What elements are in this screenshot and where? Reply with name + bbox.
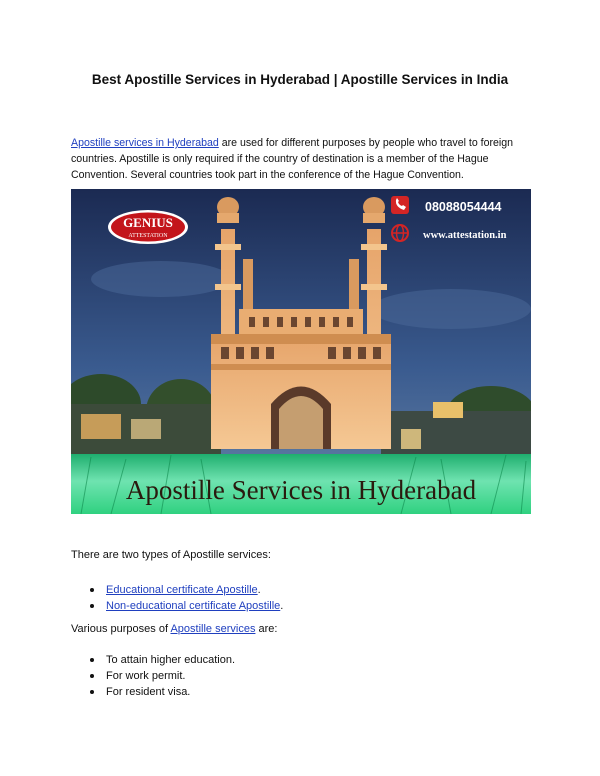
purposes-heading — [71, 623, 277, 635]
list-item-suffix: . — [280, 600, 284, 612]
list-item — [90, 598, 283, 614]
logo-sub-text: ATTESTATION — [128, 233, 168, 239]
list-item: For work permit. — [90, 668, 235, 684]
purposes-list — [90, 652, 235, 700]
apostille-hyderabad-link[interactable]: Apostille services in Hyderabad — [71, 137, 219, 149]
phone-number: 08088054444 — [425, 200, 502, 214]
list-item-suffix: . — [257, 584, 261, 596]
banner-image — [71, 189, 531, 514]
genius-attestation-logo — [108, 210, 188, 244]
website-text: www.attestation.in — [423, 230, 507, 241]
types-heading: There are two types of Apostille services: — [71, 549, 271, 561]
page-title: Best Apostille Services in Hyderabad | Apostille Services in India — [91, 72, 509, 87]
educational-apostille-link[interactable]: Educational certificate Apostille — [106, 584, 258, 596]
intro-paragraph — [71, 135, 531, 183]
non-educational-apostille-link[interactable]: Non-educational certificate Apostille — [106, 600, 281, 612]
logo-main-text: GENIUS — [123, 215, 173, 230]
purposes-prefix: Various purposes of — [71, 623, 171, 635]
list-item: To attain higher education. — [90, 652, 235, 668]
intro-text: are used for different purposes by people who travel to foreign countries. Apostille is only required if the country of destination is a member of the Hague Convention. Several countries took part in the conference of the Hague Convention. — [71, 137, 514, 181]
list-item — [90, 582, 283, 598]
phone-icon — [391, 196, 409, 214]
purposes-suffix: are: — [255, 623, 278, 635]
types-list — [90, 582, 283, 614]
banner-caption: Apostille Services in Hyderabad — [125, 475, 477, 505]
apostille-services-link[interactable]: Apostille services — [170, 623, 256, 635]
list-item: For resident visa. — [90, 684, 235, 700]
